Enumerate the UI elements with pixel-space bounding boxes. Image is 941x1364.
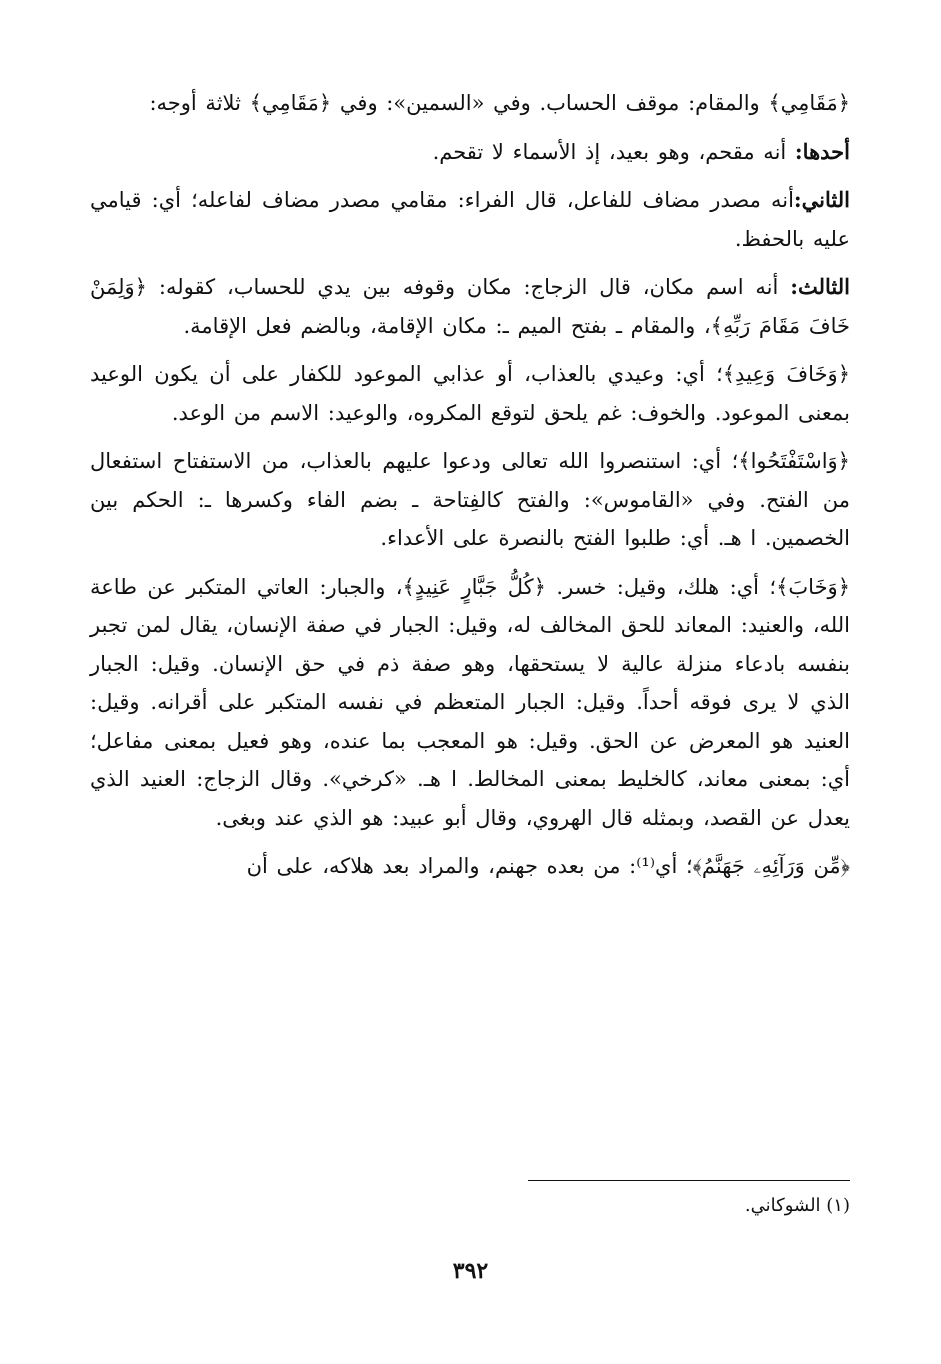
paragraph-text: ﴿مِّن وَرَآئِهِۦ جَهَنَّمُ﴾؛ أي⁽¹⁾: من بعده جهنم، والمراد بعد هلاكه، على أن [246, 854, 850, 878]
paragraph-5 [90, 355, 850, 432]
paragraph-text: ﴿مَقَامِي﴾ والمقام: موقف الحساب. وفي «السمين»: وفي ﴿مَقَامِي﴾ ثلاثة أوجه: [149, 91, 850, 115]
page-body [90, 84, 850, 896]
paragraph-label: أحدها: [794, 138, 850, 164]
paragraph-text: أنه مقحم، وهو بعيد، إذ الأسماء لا تقحم. [432, 139, 795, 164]
footnote-divider [528, 1180, 850, 1181]
paragraph-4 [90, 268, 850, 345]
paragraph-text: أنه مصدر مضاف للفاعل، قال الفراء: مقامي مصدر مضاف لفاعله؛ أي: قيامي عليه بالحفظ. [90, 188, 850, 251]
page-number: ٣٩٢ [452, 1258, 489, 1284]
paragraph-8 [90, 847, 850, 886]
paragraph-7 [90, 568, 850, 838]
footnote: (١) الشوكاني. [744, 1195, 850, 1216]
paragraph-text: أنه اسم مكان، قال الزجاج: مكان وقوفه بين يدي للحساب، كقوله: ﴿وَلِمَنْ خَافَ مَقَامَ رَبِّهِ﴾، والمقام ـ بفتح الميم ـ: مكان الإقامة، وبالضم فعل الإقامة. [90, 275, 850, 338]
paragraph-text: ﴿وَخَافَ وَعِيدِ﴾؛ أي: وعيدي بالعذاب، أو عذابي الموعود للكفار على أن يكون الوعيد بمعنى الموعود. والخوف: غم يلحق لتوقع المكروه، والوعيد: الاسم من الوعد. [90, 362, 850, 425]
paragraph-text: ﴿وَاسْتَفْتَحُوا﴾؛ أي: استنصروا الله تعالى ودعوا عليهم بالعذاب، من الاستفتاح استفعال من الفتح. وفي «القاموس»: والفتح كالفِتاحة ـ بضم الفاء وكسرها ـ: الحكم بين الخصمين. ا هـ. أي: طلبوا الفتح بالنصرة على الأعداء. [90, 449, 850, 550]
paragraph-1 [90, 84, 850, 123]
paragraph-label: الثاني: [793, 187, 850, 212]
paragraph-label: الثالث: [790, 274, 850, 299]
paragraph-text: ﴿وَخَابَ﴾؛ أي: هلك، وقيل: خسر. ﴿كُلُّ جَبَّارٍ عَنِيدٍ﴾، والجبار: العاتي المتكبر عن طاعة الله، والعنيد: المعاند للحق المخالف له، وقيل: الجبار في صفة الإنسان، يقال لمن تجبر بنفسه بادعاء منزلة عالية لا يستحقها، وهو صفة ذم في حق الإنسان. وقيل: الجبار الذي لا يرى فوقه أحداً. وقيل: الجبار المتعظم في نفسه المتكبر على أقرانه. وقيل: العنيد هو المعرض عن الحق. وقيل: هو المعجب بما عنده، وهو فعيل بمعنى مفاعل؛ أي: بمعنى معاند، كالخليط بمعنى المخالط. ا هـ. «كرخي». وقال الزجاج: العنيد الذي يعدل عن القصد، وبمثله قال الهروي، وقال أبو عبيد: هو الذي عند وبغى. [90, 574, 850, 830]
paragraph-6 [90, 442, 850, 558]
paragraph-3 [90, 181, 850, 258]
paragraph-2 [90, 133, 850, 172]
